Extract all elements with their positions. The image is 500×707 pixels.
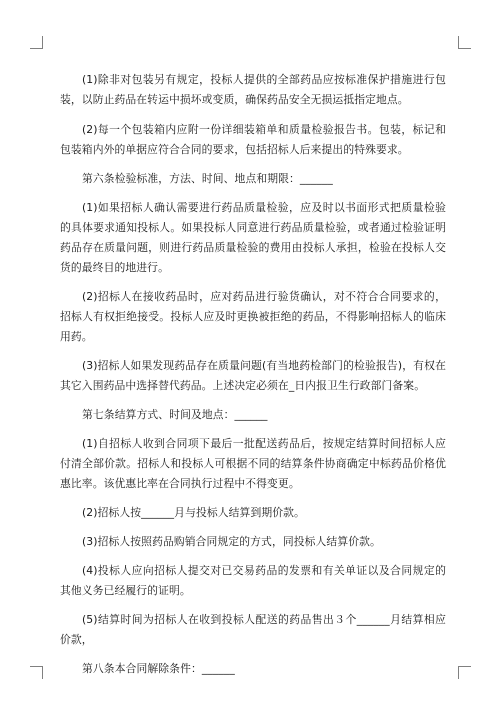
article-8-heading: 第八条本合同解除条件：______ [82, 662, 235, 675]
paragraph-inspection-1: (1)如果招标人确认需要进行药品质量检验，应及时以书面形式把质量检验的具体要求通知投标人。如果投标人同意进行药品质量检验，或者通过检验证明药品存在质量问题，则进行药品质量检验的费用由投标人承担，检验在投标人交货的最终目的地进行。 [60, 201, 446, 274]
paragraph-settlement-3: (3)招标人按照药品购销合同规定的方式，同投标人结算价款。 [82, 535, 381, 548]
crop-mark-bottom-left [30, 666, 43, 679]
paragraph-inspection-2: (2)招标人在接收药品时，应对药品进行验货确认，对不符合合同要求的，招标人有权拒绝接受。投标人应及时更换被拒绝的药品，不得影响招标人的临床用药。 [60, 290, 446, 343]
paragraph-settlement-2: (2)招标人按______月与投标人结算到期价款。 [82, 506, 305, 519]
article-6-heading: 第六条检验标准，方法、时间、地点和期限：______ [82, 172, 333, 185]
crop-mark-bottom-right [458, 666, 471, 679]
article-7-heading: 第七条结算方式、时间及地点：______ [82, 408, 268, 421]
crop-mark-top-left [30, 36, 43, 49]
crop-mark-top-right [458, 36, 471, 49]
paragraph-packaging-1: (1)除非对包装另有规定，投标人提供的全部药品应按标准保护措施进行包装，以防止药品在转运中损坏或变质，确保药品安全无损运抵指定地点。 [60, 73, 446, 106]
paragraph-inspection-3: (3)招标人如果发现药品存在质量问题(有当地药检部门的检验报告)，有权在其它入围药品中选择替代药品。上述决定必须在_日内报卫生行政部门备案。 [60, 359, 446, 392]
paragraph-settlement-1: (1)自招标人收到合同项下最后一批配送药品后，按规定结算时间招标人应付清全部价款。招标人和投标人可根据不同的结算条件协商确定中标药品价格优惠比率。该优惠比率在合同执行过程中不得变更。 [60, 437, 446, 490]
document-body [60, 70, 446, 679]
paragraph-settlement-4: (4)投标人应向招标人提交对已交易药品的发票和有关单证以及合同规定的其他义务已经履行的证明。 [60, 564, 446, 597]
paragraph-settlement-5: (5)结算时间为招标人在收到投标人配送的药品售出３个______月结算相应价款， [60, 613, 446, 646]
paragraph-packaging-2: (2)每一个包装箱内应附一份详细装箱单和质量检验报告书。包装，标记和包装箱内外的单据应符合合同的要求，包括招标人后来提出的特殊要求。 [60, 123, 446, 156]
